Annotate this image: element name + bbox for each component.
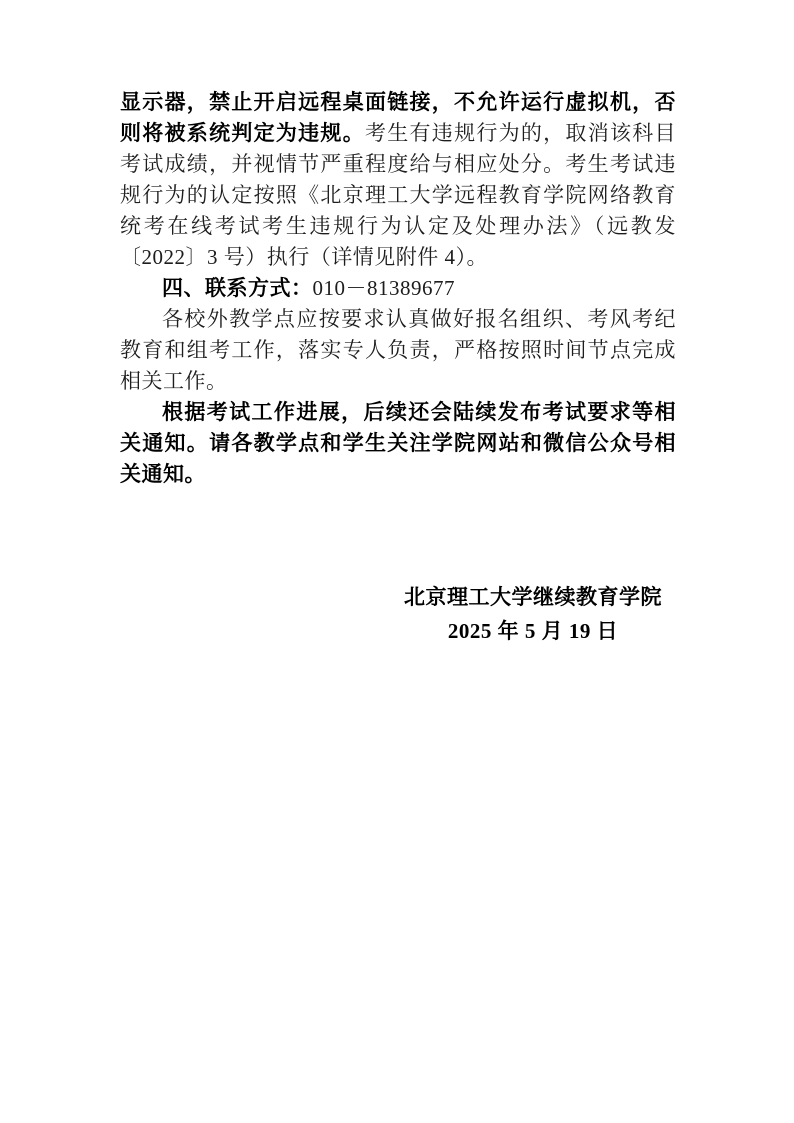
violation-rules-regular-text: 考生有违规行为的，取消该科目考试成绩，并视情节严重程度给与相应处分。考生考试违规行为的认定按照《北京理工大学远程教育学院网络教育统考在线考试考生违规行为认定及处理办法》（远教发〔2022〕3 号）执行（详情见附件 4）。 <box>120 121 677 269</box>
contact-phone-number: 010－81389677 <box>312 276 455 300</box>
signature-organization: 北京理工大学继续教育学院 <box>404 585 662 609</box>
paragraph-teaching-points: 各校外教学点应按要求认真做好报名组织、考风考纪教育和组考工作，落实专人负责，严格按照时间节点完成相关工作。 <box>120 307 676 393</box>
violation-rules-bold-text: 显示器，禁止开启远程桌面链接，不允许运行虚拟机，否则将被系统判定为违规。 <box>120 90 676 145</box>
signature-date: 2025 年 5 月 19 日 <box>447 619 619 643</box>
signature-block <box>404 580 662 648</box>
paragraph-violation-rules <box>120 87 676 273</box>
paragraph-follow-up-notice: 根据考试工作进展，后续还会陆续发布考试要求等相关通知。请各教学点和学生关注学院网站和微信公众号相关通知。 <box>120 400 676 486</box>
contact-line <box>120 273 676 304</box>
contact-heading: 四、联系方式： <box>162 276 313 300</box>
document-body <box>120 87 676 648</box>
